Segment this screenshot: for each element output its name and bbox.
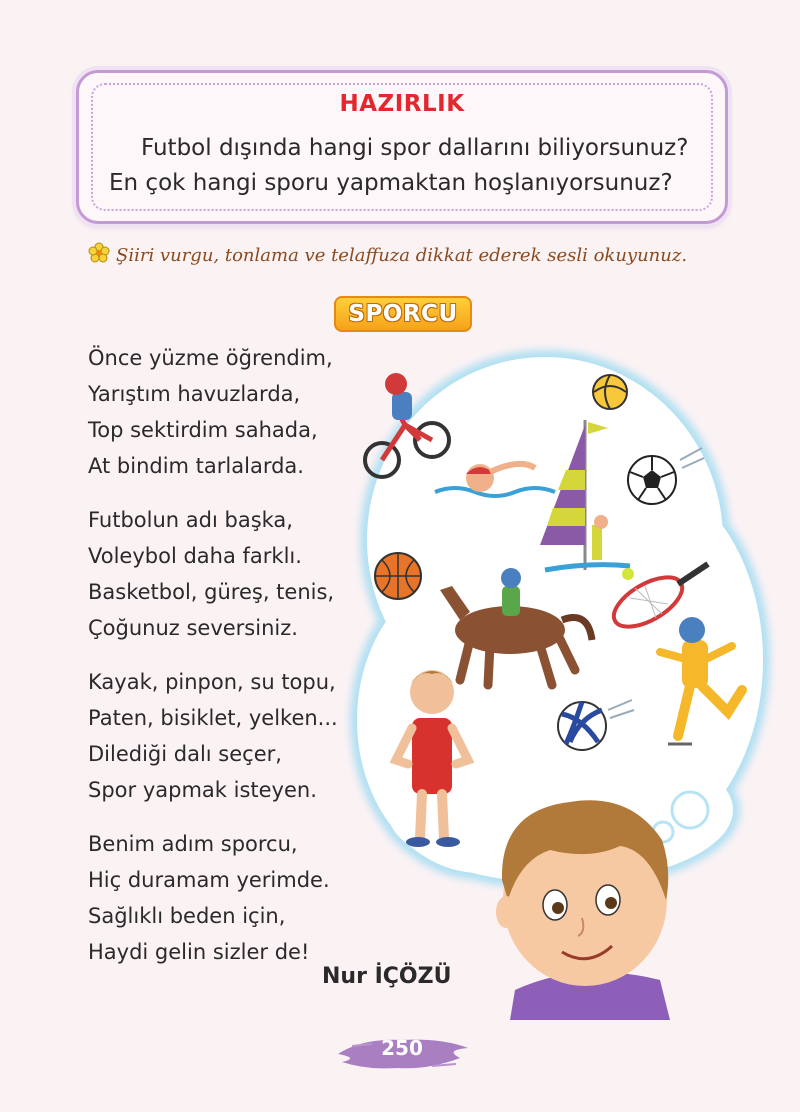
poem-line: Önce yüzme öğrendim, — [88, 346, 333, 370]
poem-body — [88, 340, 388, 988]
poem-stanza-4 — [88, 826, 388, 970]
preparation-title: HAZIRLIK — [339, 91, 465, 117]
poem-stanza-2 — [88, 502, 388, 646]
flower-icon — [88, 242, 110, 264]
poem-line: Kayak, pinpon, su topu, — [88, 670, 336, 694]
poem-line: Sağlıklı beden için, — [88, 904, 286, 928]
page-number-badge — [332, 1024, 472, 1080]
poem-line: Çoğunuz seversiniz. — [88, 616, 298, 640]
poem-line: At bindim tarlalarda. — [88, 454, 304, 478]
poem-line: Paten, bisiklet, yelken... — [88, 706, 338, 730]
preparation-box — [76, 70, 728, 224]
thinking-boy-figure — [496, 800, 670, 1020]
water-polo-ball-figure — [593, 375, 627, 409]
poem-line: Futbolun adı başka, — [88, 508, 293, 532]
page-number: 250 — [381, 1036, 423, 1060]
poem-stanza-3 — [88, 664, 388, 808]
reading-instruction — [88, 240, 718, 272]
preparation-question: Futbol dışında hangi spor dallarını biliyorsunuz? En çok hangi sporu yapmaktan hoşlanıyorsunuz? — [109, 135, 689, 196]
instruction-text: Şiiri vurgu, tonlama ve telaffuza dikkat ederek sesli okuyunuz. — [116, 245, 688, 266]
poem-title: SPORCU — [334, 296, 472, 332]
poem-line: Basketbol, güreş, tenis, — [88, 580, 335, 604]
poem-author: Nur İÇÖZÜ — [322, 964, 452, 989]
poem-line: Yarıştım havuzlarda, — [88, 382, 301, 406]
poem-line: Hiç duramam yerimde. — [88, 868, 330, 892]
poem-line: Benim adım sporcu, — [88, 832, 298, 856]
poem-stanza-1 — [88, 340, 388, 484]
poem-line: Dilediği dalı seçer, — [88, 742, 282, 766]
sports-thought-cloud-illustration — [330, 340, 780, 1020]
poem-line: Spor yapmak isteyen. — [88, 778, 317, 802]
poem-line: Haydi gelin sizler de! — [88, 940, 310, 964]
poem-line: Top sektirdim sahada, — [88, 418, 318, 442]
poem-line: Voleybol daha farklı. — [88, 544, 302, 568]
